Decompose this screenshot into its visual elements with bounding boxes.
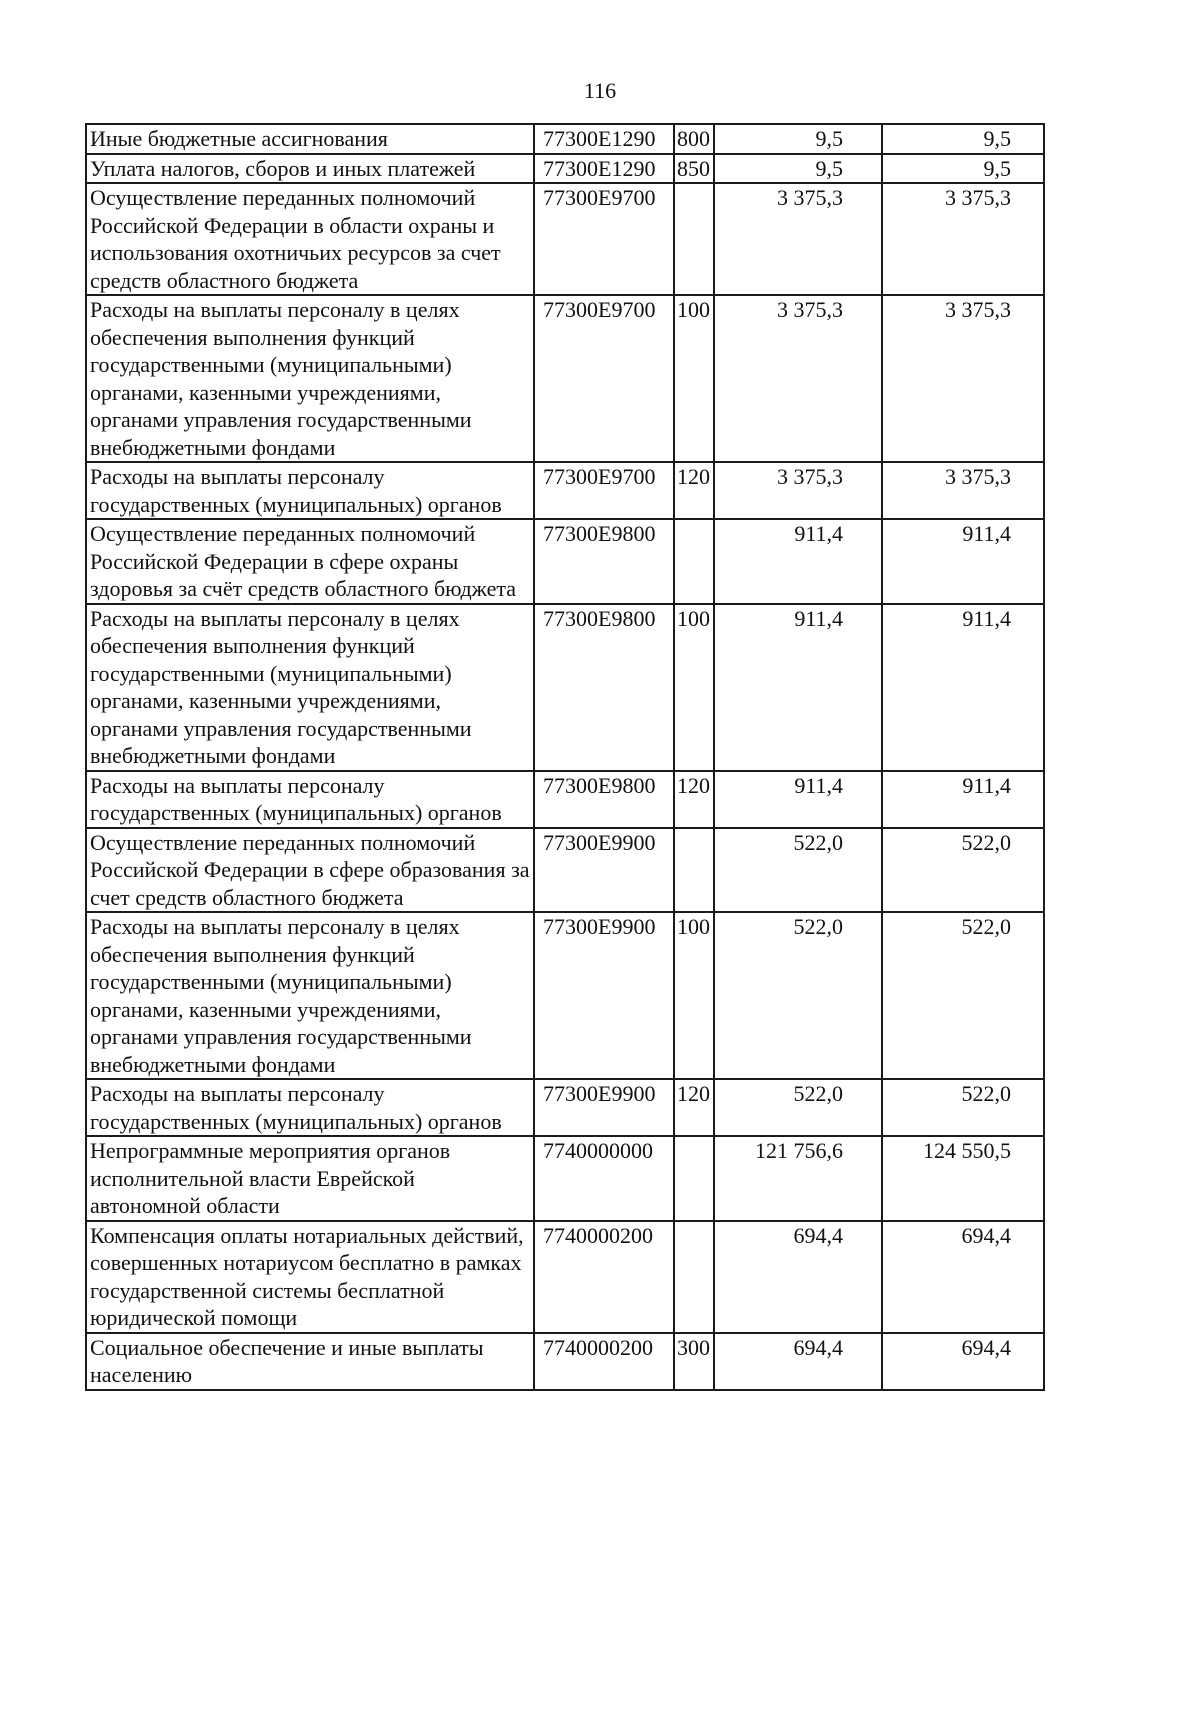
expense-type-code: 100 — [674, 912, 714, 1079]
target-article-code: 77300E9700 — [534, 295, 674, 462]
amount-year-2: 3 375,3 — [882, 183, 1044, 295]
amount-year-1: 911,4 — [714, 519, 882, 604]
amount-year-1: 694,4 — [714, 1333, 882, 1390]
table-row — [86, 124, 1044, 154]
amount-year-2: 3 375,3 — [882, 462, 1044, 519]
amount-year-1: 522,0 — [714, 912, 882, 1079]
target-article-code: 77300E9800 — [534, 519, 674, 604]
expense-type-code: 100 — [674, 295, 714, 462]
table-row — [86, 1333, 1044, 1390]
table-row — [86, 295, 1044, 462]
expense-type-code — [674, 1221, 714, 1333]
amount-year-2: 911,4 — [882, 519, 1044, 604]
page-number: 116 — [583, 78, 617, 103]
amount-year-2: 522,0 — [882, 828, 1044, 913]
target-article-code: 77300E9800 — [534, 604, 674, 771]
amount-year-1: 522,0 — [714, 828, 882, 913]
expense-type-code — [674, 183, 714, 295]
expense-name: Уплата налогов, сборов и иных платежей — [86, 154, 534, 184]
target-article-code: 77300E9700 — [534, 462, 674, 519]
amount-year-1: 9,5 — [714, 154, 882, 184]
target-article-code: 77300E9900 — [534, 828, 674, 913]
target-article-code: 7740000000 — [534, 1136, 674, 1221]
expense-name: Иные бюджетные ассигнования — [86, 124, 534, 154]
amount-year-2: 911,4 — [882, 604, 1044, 771]
expense-name: Расходы на выплаты персоналу в целях обеспечения выполнения функций государственными (муниципальными) органами, казенными учреждениями, органами управления государственными внебюджетными фондами — [86, 912, 534, 1079]
target-article-code: 7740000200 — [534, 1333, 674, 1390]
table-row — [86, 604, 1044, 771]
expense-name: Расходы на выплаты персоналу государственных (муниципальных) органов — [86, 462, 534, 519]
amount-year-1: 3 375,3 — [714, 295, 882, 462]
table-row — [86, 154, 1044, 184]
expense-type-code: 120 — [674, 771, 714, 828]
amount-year-2: 522,0 — [882, 912, 1044, 1079]
expense-type-code: 850 — [674, 154, 714, 184]
amount-year-2: 9,5 — [882, 154, 1044, 184]
target-article-code: 77300E9800 — [534, 771, 674, 828]
table-row — [86, 828, 1044, 913]
expense-name: Социальное обеспечение и иные выплаты населению — [86, 1333, 534, 1390]
expense-type-code: 100 — [674, 604, 714, 771]
budget-table — [85, 123, 1045, 1391]
expense-type-code — [674, 1136, 714, 1221]
table-row — [86, 1079, 1044, 1136]
expense-type-code: 800 — [674, 124, 714, 154]
expense-name: Расходы на выплаты персоналу государственных (муниципальных) органов — [86, 771, 534, 828]
amount-year-2: 911,4 — [882, 771, 1044, 828]
amount-year-1: 3 375,3 — [714, 183, 882, 295]
amount-year-2: 124 550,5 — [882, 1136, 1044, 1221]
table-row — [86, 912, 1044, 1079]
amount-year-2: 9,5 — [882, 124, 1044, 154]
target-article-code: 77300E1290 — [534, 124, 674, 154]
amount-year-1: 9,5 — [714, 124, 882, 154]
table-row — [86, 519, 1044, 604]
amount-year-1: 121 756,6 — [714, 1136, 882, 1221]
expense-name: Осуществление переданных полномочий Российской Федерации в сфере образования за счет средств областного бюджета — [86, 828, 534, 913]
table-row — [86, 462, 1044, 519]
expense-name: Расходы на выплаты персоналу в целях обеспечения выполнения функций государственными (муниципальными) органами, казенными учреждениями, органами управления государственными внебюджетными фондами — [86, 295, 534, 462]
amount-year-1: 522,0 — [714, 1079, 882, 1136]
table-row — [86, 183, 1044, 295]
amount-year-1: 694,4 — [714, 1221, 882, 1333]
target-article-code: 7740000200 — [534, 1221, 674, 1333]
expense-type-code: 120 — [674, 1079, 714, 1136]
expense-name: Непрограммные мероприятия органов исполнительной власти Еврейской автономной области — [86, 1136, 534, 1221]
table-row — [86, 1136, 1044, 1221]
table-row — [86, 771, 1044, 828]
amount-year-2: 694,4 — [882, 1221, 1044, 1333]
expense-name: Расходы на выплаты персоналу государственных (муниципальных) органов — [86, 1079, 534, 1136]
target-article-code: 77300E9900 — [534, 912, 674, 1079]
target-article-code: 77300E1290 — [534, 154, 674, 184]
expense-name: Компенсация оплаты нотариальных действий, совершенных нотариусом бесплатно в рамках государственной системы бесплатной юридической помощи — [86, 1221, 534, 1333]
target-article-code: 77300E9700 — [534, 183, 674, 295]
expense-type-code: 120 — [674, 462, 714, 519]
amount-year-1: 911,4 — [714, 604, 882, 771]
expense-type-code — [674, 828, 714, 913]
amount-year-2: 522,0 — [882, 1079, 1044, 1136]
expense-name: Осуществление переданных полномочий Российской Федерации в области охраны и использования охотничьих ресурсов за счет средств областного бюджета — [86, 183, 534, 295]
amount-year-2: 3 375,3 — [882, 295, 1044, 462]
expense-type-code: 300 — [674, 1333, 714, 1390]
expense-name: Расходы на выплаты персоналу в целях обеспечения выполнения функций государственными (муниципальными) органами, казенными учреждениями, органами управления государственными внебюджетными фондами — [86, 604, 534, 771]
amount-year-1: 3 375,3 — [714, 462, 882, 519]
target-article-code: 77300E9900 — [534, 1079, 674, 1136]
table-row — [86, 1221, 1044, 1333]
amount-year-2: 694,4 — [882, 1333, 1044, 1390]
expense-type-code — [674, 519, 714, 604]
amount-year-1: 911,4 — [714, 771, 882, 828]
expense-name: Осуществление переданных полномочий Российской Федерации в сфере охраны здоровья за счёт средств областного бюджета — [86, 519, 534, 604]
